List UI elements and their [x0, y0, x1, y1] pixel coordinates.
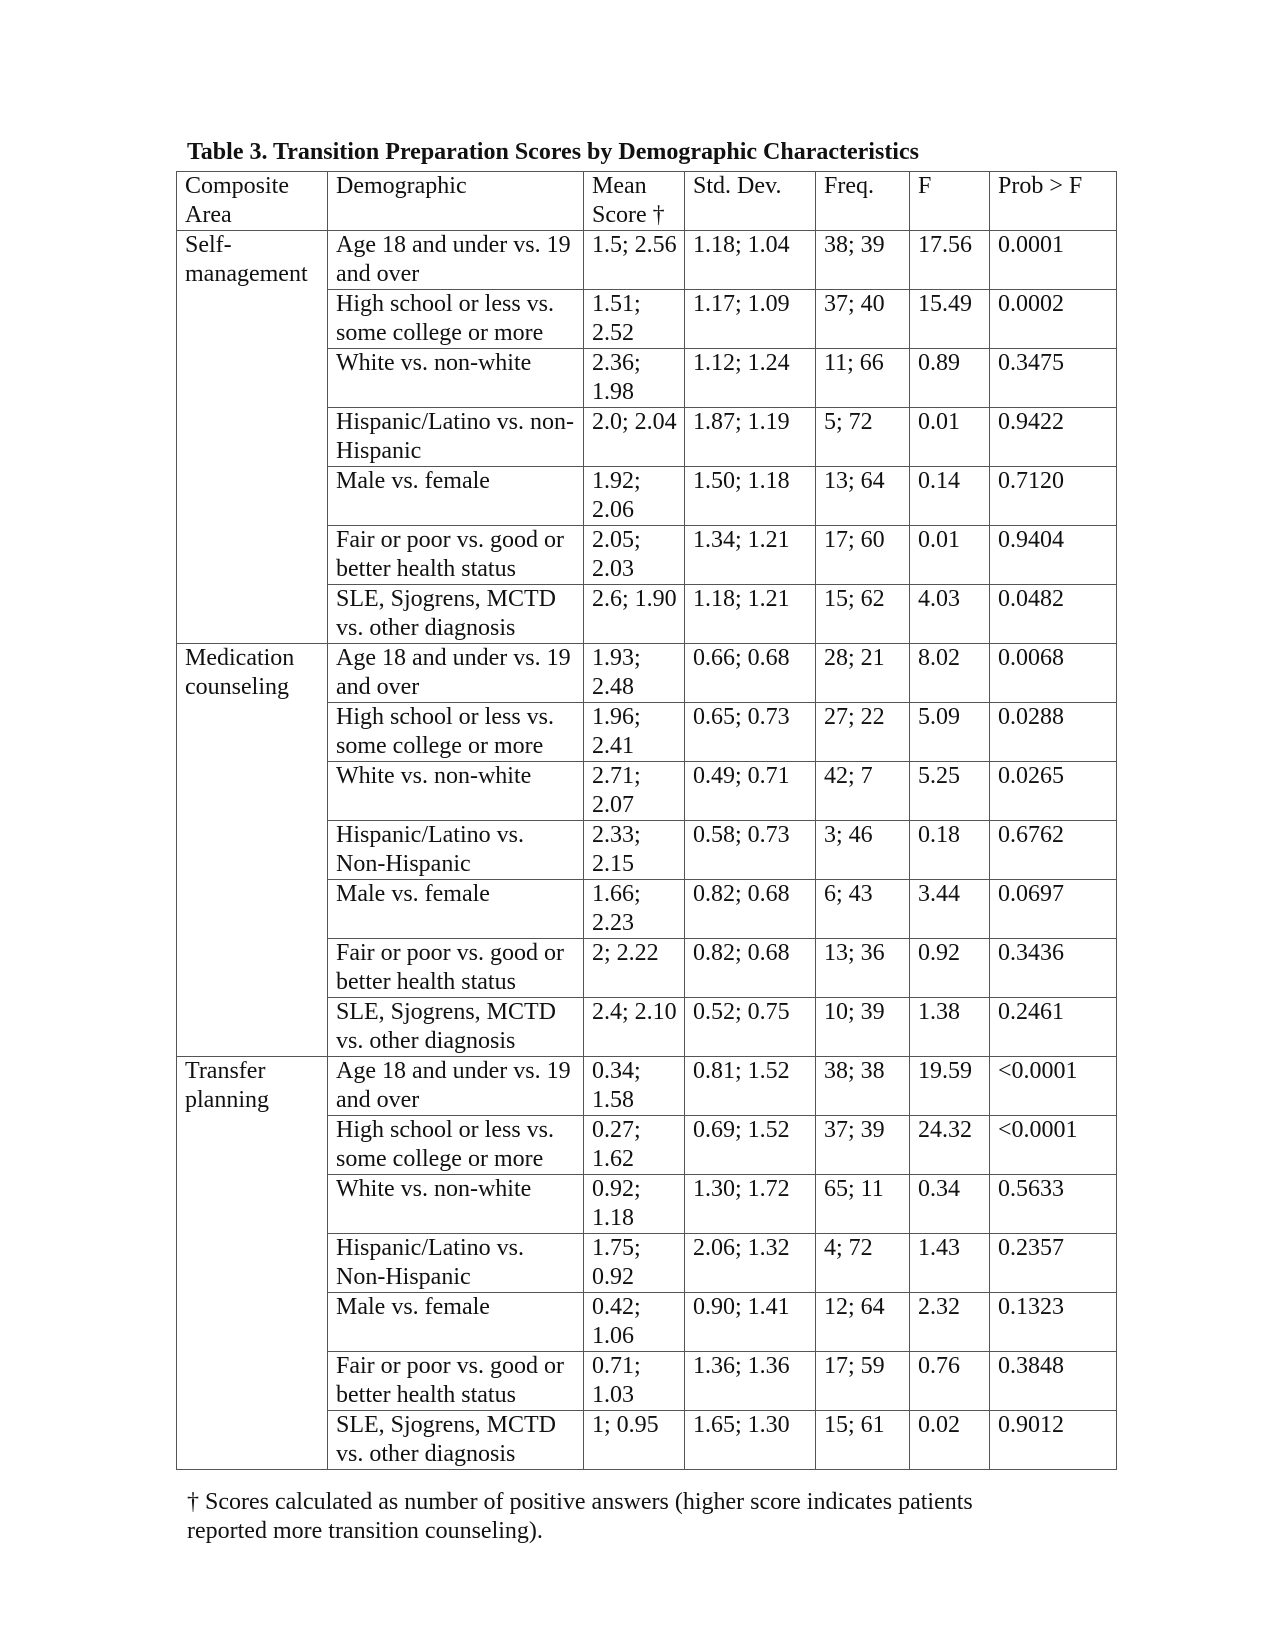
table-row [177, 762, 1117, 821]
f-cell: 8.02 [910, 644, 990, 703]
f-cell: 17.56 [910, 231, 990, 290]
mean-cell: 2.05; 2.03 [584, 526, 685, 585]
composite-area-cell [177, 1352, 328, 1411]
composite-area-cell [177, 1234, 328, 1293]
f-cell: 0.01 [910, 408, 990, 467]
std-cell: 0.58; 0.73 [685, 821, 816, 880]
freq-cell: 38; 38 [816, 1057, 910, 1116]
prob-cell: 0.0482 [990, 585, 1117, 644]
prob-cell: 0.0265 [990, 762, 1117, 821]
std-cell: 1.36; 1.36 [685, 1352, 816, 1411]
std-cell: 0.49; 0.71 [685, 762, 816, 821]
composite-area-cell [177, 290, 328, 349]
composite-area-cell [177, 998, 328, 1057]
demographic-cell: Fair or poor vs. good or better health status [328, 1352, 584, 1411]
freq-cell: 37; 39 [816, 1116, 910, 1175]
demographic-cell: Age 18 and under vs. 19 and over [328, 644, 584, 703]
mean-cell: 1.66; 2.23 [584, 880, 685, 939]
f-cell: 3.44 [910, 880, 990, 939]
freq-cell: 15; 62 [816, 585, 910, 644]
table-row [177, 880, 1117, 939]
prob-cell: 0.6762 [990, 821, 1117, 880]
std-cell: 0.52; 0.75 [685, 998, 816, 1057]
composite-area-cell [177, 880, 328, 939]
freq-cell: 13; 36 [816, 939, 910, 998]
mean-cell: 2.71; 2.07 [584, 762, 685, 821]
table-row [177, 408, 1117, 467]
composite-area-cell [177, 1116, 328, 1175]
freq-cell: 13; 64 [816, 467, 910, 526]
f-cell: 15.49 [910, 290, 990, 349]
demographic-cell: Age 18 and under vs. 19 and over [328, 231, 584, 290]
freq-cell: 4; 72 [816, 1234, 910, 1293]
table-row [177, 998, 1117, 1057]
std-cell: 0.82; 0.68 [685, 880, 816, 939]
prob-cell: 0.5633 [990, 1175, 1117, 1234]
freq-cell: 5; 72 [816, 408, 910, 467]
freq-cell: 10; 39 [816, 998, 910, 1057]
std-cell: 1.12; 1.24 [685, 349, 816, 408]
prob-cell: 0.2357 [990, 1234, 1117, 1293]
mean-cell: 2.4; 2.10 [584, 998, 685, 1057]
composite-area-cell [177, 939, 328, 998]
demographic-cell: High school or less vs. some college or more [328, 290, 584, 349]
composite-area-cell [177, 585, 328, 644]
composite-area-cell: Medication counseling [177, 644, 328, 703]
std-cell: 1.18; 1.04 [685, 231, 816, 290]
prob-cell: 0.0697 [990, 880, 1117, 939]
mean-cell: 0.27; 1.62 [584, 1116, 685, 1175]
f-cell: 5.09 [910, 703, 990, 762]
prob-cell: 0.1323 [990, 1293, 1117, 1352]
std-cell: 1.17; 1.09 [685, 290, 816, 349]
mean-cell: 0.42; 1.06 [584, 1293, 685, 1352]
demographic-cell: Hispanic/Latino vs. Non-Hispanic [328, 1234, 584, 1293]
std-cell: 0.90; 1.41 [685, 1293, 816, 1352]
freq-cell: 28; 21 [816, 644, 910, 703]
table-row [177, 1116, 1117, 1175]
prob-cell: <0.0001 [990, 1057, 1117, 1116]
table-row [177, 1175, 1117, 1234]
prob-cell: 0.3436 [990, 939, 1117, 998]
composite-area-cell [177, 1411, 328, 1470]
std-cell: 1.87; 1.19 [685, 408, 816, 467]
demographic-cell: Fair or poor vs. good or better health status [328, 939, 584, 998]
f-cell: 0.92 [910, 939, 990, 998]
prob-cell: 0.0068 [990, 644, 1117, 703]
std-cell: 0.69; 1.52 [685, 1116, 816, 1175]
freq-cell: 15; 61 [816, 1411, 910, 1470]
demographic-cell: SLE, Sjogrens, MCTD vs. other diagnosis [328, 585, 584, 644]
f-cell: 0.89 [910, 349, 990, 408]
prob-cell: 0.3475 [990, 349, 1117, 408]
header-row [177, 172, 1117, 231]
demographic-cell: SLE, Sjogrens, MCTD vs. other diagnosis [328, 1411, 584, 1470]
composite-area-cell [177, 526, 328, 585]
mean-cell: 1.5; 2.56 [584, 231, 685, 290]
demographic-cell: SLE, Sjogrens, MCTD vs. other diagnosis [328, 998, 584, 1057]
f-cell: 19.59 [910, 1057, 990, 1116]
f-cell: 0.02 [910, 1411, 990, 1470]
composite-area-cell [177, 1175, 328, 1234]
demographic-cell: Male vs. female [328, 467, 584, 526]
header-std: Std. Dev. [685, 172, 816, 231]
prob-cell: 0.0288 [990, 703, 1117, 762]
mean-cell: 2.0; 2.04 [584, 408, 685, 467]
header-area: Composite Area [177, 172, 328, 231]
f-cell: 4.03 [910, 585, 990, 644]
composite-area-cell [177, 821, 328, 880]
freq-cell: 42; 7 [816, 762, 910, 821]
demographic-cell: High school or less vs. some college or more [328, 1116, 584, 1175]
f-cell: 24.32 [910, 1116, 990, 1175]
table-row [177, 467, 1117, 526]
header-freq: Freq. [816, 172, 910, 231]
prob-cell: 0.2461 [990, 998, 1117, 1057]
freq-cell: 17; 60 [816, 526, 910, 585]
f-cell: 0.76 [910, 1352, 990, 1411]
mean-cell: 2.33; 2.15 [584, 821, 685, 880]
mean-cell: 0.34; 1.58 [584, 1057, 685, 1116]
mean-cell: 1.51; 2.52 [584, 290, 685, 349]
header-mean: Mean Score † [584, 172, 685, 231]
f-cell: 2.32 [910, 1293, 990, 1352]
freq-cell: 65; 11 [816, 1175, 910, 1234]
mean-cell: 1.75; 0.92 [584, 1234, 685, 1293]
table-row [177, 290, 1117, 349]
std-cell: 0.65; 0.73 [685, 703, 816, 762]
demographic-cell: Hispanic/Latino vs. Non-Hispanic [328, 821, 584, 880]
prob-cell: 0.9422 [990, 408, 1117, 467]
std-cell: 1.18; 1.21 [685, 585, 816, 644]
scores-table [176, 171, 1117, 1470]
prob-cell: 0.7120 [990, 467, 1117, 526]
table-row [177, 585, 1117, 644]
mean-cell: 2.36; 1.98 [584, 349, 685, 408]
table-title: Table 3. Transition Preparation Scores by Demographic Characteristics [187, 139, 919, 165]
demographic-cell: Fair or poor vs. good or better health status [328, 526, 584, 585]
demographic-cell: White vs. non-white [328, 762, 584, 821]
freq-cell: 12; 64 [816, 1293, 910, 1352]
table-row [177, 231, 1117, 290]
header-f: F [910, 172, 990, 231]
composite-area-cell [177, 1293, 328, 1352]
demographic-cell: Age 18 and under vs. 19 and over [328, 1057, 584, 1116]
composite-area-cell [177, 703, 328, 762]
mean-cell: 2; 2.22 [584, 939, 685, 998]
f-cell: 0.01 [910, 526, 990, 585]
std-cell: 2.06; 1.32 [685, 1234, 816, 1293]
freq-cell: 6; 43 [816, 880, 910, 939]
table-row [177, 703, 1117, 762]
composite-area-cell: Transfer planning [177, 1057, 328, 1116]
table-row [177, 644, 1117, 703]
freq-cell: 11; 66 [816, 349, 910, 408]
prob-cell: 0.0001 [990, 231, 1117, 290]
composite-area-cell [177, 762, 328, 821]
table-row [177, 349, 1117, 408]
table-row [177, 1352, 1117, 1411]
std-cell: 1.50; 1.18 [685, 467, 816, 526]
header-demographic: Demographic [328, 172, 584, 231]
header-prob: Prob > F [990, 172, 1117, 231]
mean-cell: 2.6; 1.90 [584, 585, 685, 644]
f-cell: 0.18 [910, 821, 990, 880]
prob-cell: 0.0002 [990, 290, 1117, 349]
footnote: † Scores calculated as number of positive answers (higher score indicates patients reported more transition counseling). [187, 1489, 973, 1544]
table-row [177, 1411, 1117, 1470]
f-cell: 1.43 [910, 1234, 990, 1293]
freq-cell: 38; 39 [816, 231, 910, 290]
std-cell: 1.34; 1.21 [685, 526, 816, 585]
mean-cell: 1.92; 2.06 [584, 467, 685, 526]
std-cell: 1.65; 1.30 [685, 1411, 816, 1470]
demographic-cell: White vs. non-white [328, 349, 584, 408]
table-row [177, 1293, 1117, 1352]
std-cell: 0.66; 0.68 [685, 644, 816, 703]
composite-area-cell: Self-management [177, 231, 328, 290]
composite-area-cell [177, 408, 328, 467]
demographic-cell: White vs. non-white [328, 1175, 584, 1234]
table-row [177, 1057, 1117, 1116]
demographic-cell: Male vs. female [328, 880, 584, 939]
mean-cell: 0.92; 1.18 [584, 1175, 685, 1234]
freq-cell: 37; 40 [816, 290, 910, 349]
f-cell: 0.34 [910, 1175, 990, 1234]
composite-area-cell [177, 467, 328, 526]
f-cell: 0.14 [910, 467, 990, 526]
prob-cell: 0.9404 [990, 526, 1117, 585]
demographic-cell: Hispanic/Latino vs. non-Hispanic [328, 408, 584, 467]
table-row [177, 821, 1117, 880]
demographic-cell: Male vs. female [328, 1293, 584, 1352]
std-cell: 0.82; 0.68 [685, 939, 816, 998]
mean-cell: 0.71; 1.03 [584, 1352, 685, 1411]
prob-cell: 0.9012 [990, 1411, 1117, 1470]
table-row [177, 1234, 1117, 1293]
table-row [177, 939, 1117, 998]
std-cell: 0.81; 1.52 [685, 1057, 816, 1116]
demographic-cell: High school or less vs. some college or more [328, 703, 584, 762]
f-cell: 5.25 [910, 762, 990, 821]
mean-cell: 1.93; 2.48 [584, 644, 685, 703]
table-body [177, 231, 1117, 1470]
table-row [177, 526, 1117, 585]
freq-cell: 27; 22 [816, 703, 910, 762]
freq-cell: 17; 59 [816, 1352, 910, 1411]
prob-cell: 0.3848 [990, 1352, 1117, 1411]
f-cell: 1.38 [910, 998, 990, 1057]
std-cell: 1.30; 1.72 [685, 1175, 816, 1234]
prob-cell: <0.0001 [990, 1116, 1117, 1175]
mean-cell: 1.96; 2.41 [584, 703, 685, 762]
freq-cell: 3; 46 [816, 821, 910, 880]
composite-area-cell [177, 349, 328, 408]
mean-cell: 1; 0.95 [584, 1411, 685, 1470]
